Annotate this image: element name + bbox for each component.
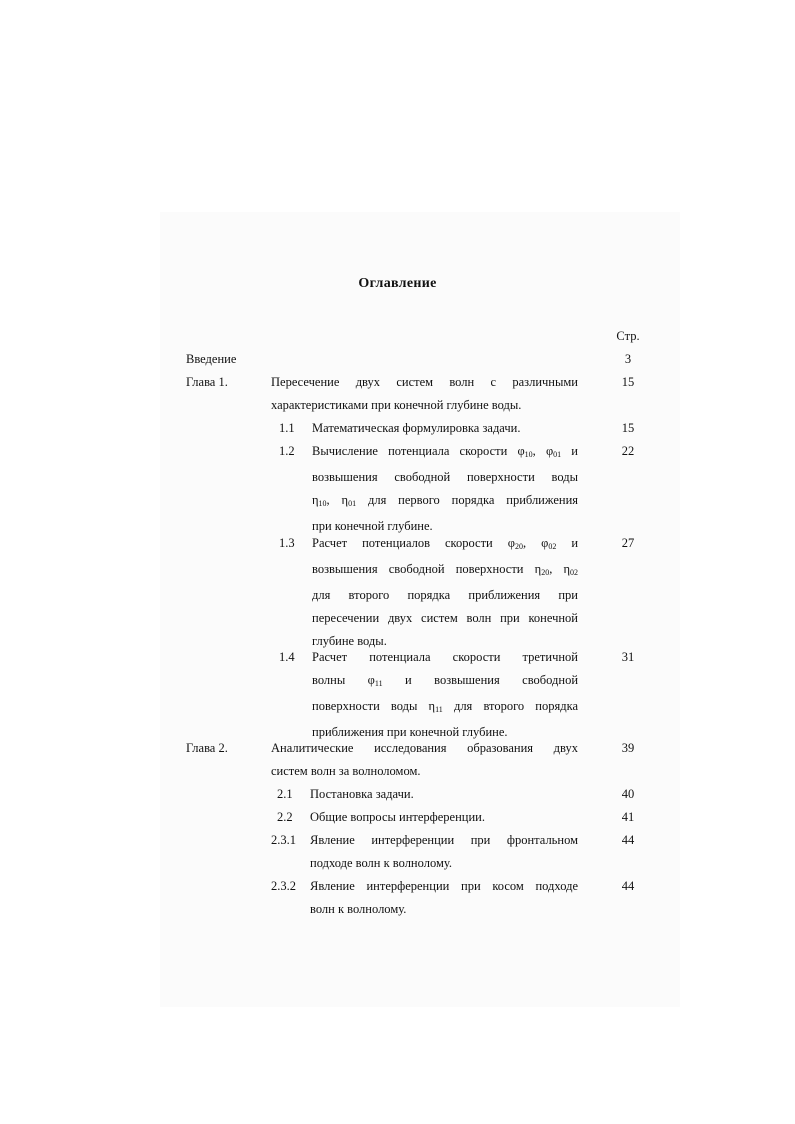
section-page: 22: [621, 444, 635, 458]
chapter2-label: Глава 2.: [186, 741, 228, 755]
intro-label: Введение: [186, 352, 237, 366]
intro-page: 3: [624, 352, 632, 366]
section-title: Расчет потенциала скорости третичной волны $\varphi_{11}$ и возвышения свободной поверхности воды $\eta_{11}$ для второго порядка приближения при конечной глубине.: [312, 650, 579, 739]
section-number: 2.3.2: [271, 879, 296, 893]
section-title: Явление интерференции при косом подходе волн к волнолому.: [310, 879, 578, 916]
section-page: 31: [621, 650, 635, 664]
section-number: 2.1: [277, 787, 293, 801]
toc-title: Оглавление: [358, 276, 437, 291]
section-number: 1.2: [279, 444, 295, 458]
chapter1-title: [271, 371, 578, 417]
section-number: 2.2: [277, 810, 293, 824]
chapter2-title-line: Аналитические исследования образования двух: [271, 741, 578, 755]
section-title: Явление интерференции при фронтальном подходе волн к волнолому.: [310, 833, 578, 870]
section-page: 15: [621, 421, 635, 435]
section-number: 1.1: [279, 421, 295, 435]
section-title: Общие вопросы интерференции.: [310, 810, 485, 824]
section-title: Вычисление потенциала скорости $\varphi_{10}$, $\varphi_{01}$ и возвышения свободной поверхности воды $\eta_{10}$, $\eta_{01}$ для первого порядка приближения при конечной глубине.: [312, 444, 579, 533]
chapter1-title-line: Пересечение двух систем волн с различными: [271, 375, 578, 389]
section-number: 2.3.1: [271, 833, 296, 847]
section-page: 41: [621, 810, 635, 824]
chapter2-title-line: систем волн за волноломом.: [271, 764, 421, 778]
page-column-header: Стр.: [616, 329, 640, 343]
section-title: Расчет потенциалов скорости $\varphi_{20}$, $\varphi_{02}$ и возвышения свободной поверхности $\eta_{20}$, $\eta_{02}$ для второго порядка приближения при пересечении двух систем волн при конечной глубине воды.: [312, 536, 579, 648]
section-page: 44: [621, 879, 635, 893]
chapter1-page: 15: [621, 375, 635, 389]
section-page: 44: [621, 833, 635, 847]
section-page: 40: [621, 787, 635, 801]
section-page: 27: [621, 536, 635, 550]
chapter1-label: Глава 1.: [186, 375, 228, 389]
chapter2-title: [271, 737, 578, 783]
section-title: Математическая формулировка задачи.: [312, 421, 521, 435]
section-title: Постановка задачи.: [310, 787, 414, 801]
chapter2-page: 39: [621, 741, 635, 755]
section-number: 1.3: [279, 536, 295, 550]
section-number: 1.4: [279, 650, 295, 664]
chapter1-title-line: характеристиками при конечной глубине воды.: [271, 398, 522, 412]
